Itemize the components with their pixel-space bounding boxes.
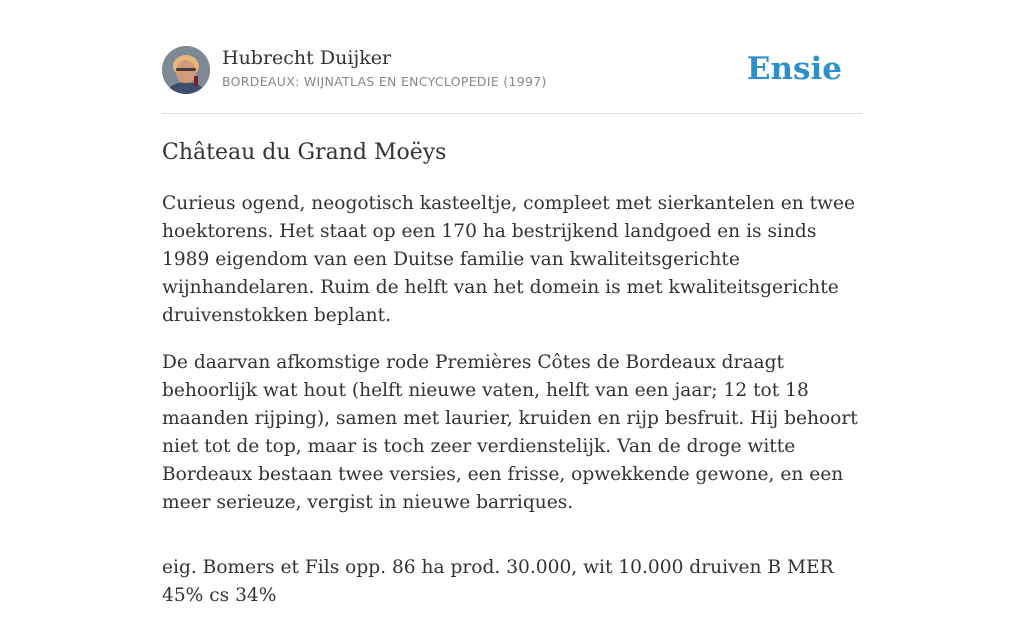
paragraph: De daarvan afkomstige rode Premières Côtes de Bordeaux draagt behoorlijk wat hout (helft nieuwe vaten, helft van een jaar; 12 tot 18 maanden rijping), samen met laurier, kruiden en rijp besfruit. Hij behoort niet tot de top, maar is toch zeer verdienstelijk. Van de droge witte Bordeaux bestaan twee versies, een frisse, opwekkende gewone, en een meer serieuze, vergist in nieuwe barriques. xyxy=(162,352,858,513)
author-avatar[interactable] xyxy=(162,46,210,94)
page-title: Château du Grand Moëys xyxy=(162,140,447,165)
author-name[interactable]: Hubrecht Duijker xyxy=(222,47,392,69)
article-body xyxy=(162,190,862,629)
brand-logo[interactable]: Ensie xyxy=(746,51,842,87)
wine-facts: eig. Bomers et Fils opp. 86 ha prod. 30.000, wit 10.000 druiven B MER 45% cs 34% xyxy=(162,557,834,606)
page xyxy=(162,0,862,606)
source-title[interactable]: BORDEAUX: WIJNATLAS EN ENCYCLOPEDIE (1997) xyxy=(222,74,547,89)
paragraph: Curieus ogend, neogotisch kasteeltje, compleet met sierkantelen en twee hoektorens. Het staat op een 170 ha bestrijkend landgoed en is sinds 1989 eigendom van een Duitse familie van kwaliteitsgerichte wijnhandelaren. Ruim de helft van het domein is met kwaliteitsgerichte druivenstokken beplant. xyxy=(162,193,855,326)
header xyxy=(162,0,862,114)
avatar-portrait-icon xyxy=(162,46,210,94)
